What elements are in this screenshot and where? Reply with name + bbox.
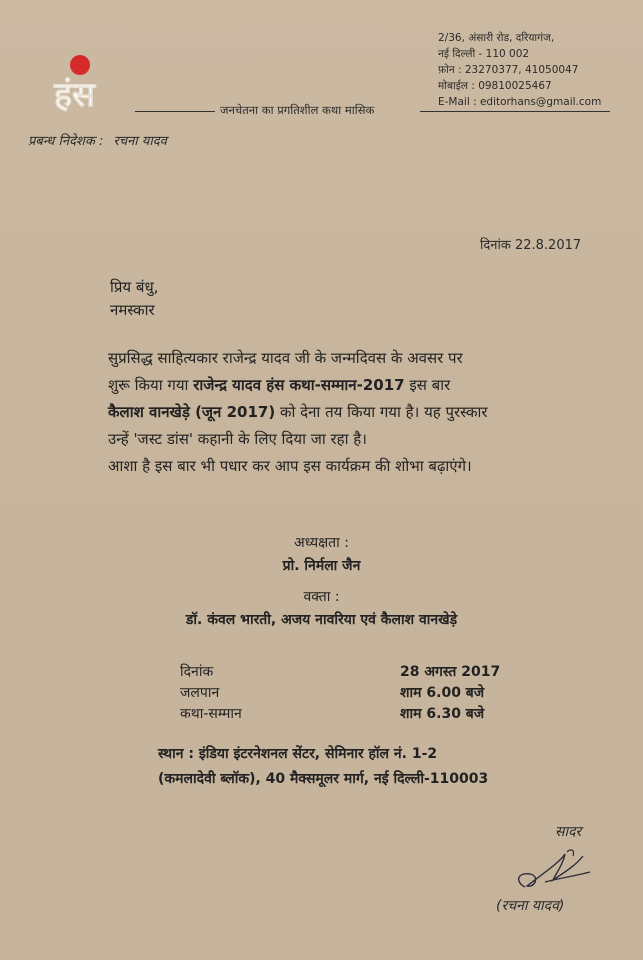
closing-regards: सादर bbox=[555, 824, 582, 840]
awardee-name: कैलाश वानखेड़े (जून 2017) bbox=[108, 403, 276, 421]
phone-line: फ़ोन : 23270377, 41050047 bbox=[438, 64, 579, 76]
logo-text: हंस bbox=[54, 75, 96, 114]
detail-value: 28 अगस्त 2017 bbox=[400, 664, 501, 680]
address-line: 2/36, अंसारी रोड, दरियागंज, bbox=[438, 32, 555, 44]
detail-key: जलपान bbox=[180, 685, 220, 701]
body-line: उन्हें 'जस्ट डांस' कहानी के लिए दिया जा रहा है। bbox=[108, 430, 367, 448]
speaker-label: वक्ता : bbox=[303, 589, 340, 605]
venue bbox=[158, 742, 488, 792]
letter-date: दिनांक 22.8.2017 bbox=[480, 238, 582, 253]
chair-label: अध्यक्षता : bbox=[294, 535, 349, 551]
managing-director bbox=[28, 131, 167, 149]
tagline-rule-right bbox=[420, 111, 610, 112]
director-name: रचना यादव bbox=[113, 134, 167, 149]
signature bbox=[505, 842, 600, 897]
detail-value: शाम 6.30 बजे bbox=[400, 706, 485, 722]
detail-row bbox=[180, 662, 500, 683]
event-details bbox=[180, 662, 500, 725]
greeting: प्रिय बंधु, bbox=[110, 278, 159, 296]
detail-row bbox=[180, 704, 500, 725]
body-line: सुप्रसिद्ध साहित्यकार राजेन्द्र यादव जी के जन्मदिवस के अवसर पर bbox=[108, 349, 463, 367]
tagline: जनचेतना का प्रगतिशील कथा मासिक bbox=[220, 103, 375, 117]
director-label: प्रबन्ध निदेशक : bbox=[28, 134, 104, 149]
detail-key: दिनांक bbox=[180, 664, 214, 680]
namaskar: नमस्कार bbox=[110, 301, 155, 319]
detail-row bbox=[180, 683, 500, 704]
detail-key: कथा-सम्मान bbox=[180, 706, 242, 722]
salutation bbox=[110, 276, 158, 322]
chair-name: प्रो. निर्मला जैन bbox=[282, 558, 361, 574]
detail-value: शाम 6.00 बजे bbox=[400, 685, 485, 701]
speakers: डॉ. कंवल भारती, अजय नावरिया एवं कैलाश वानखेड़े bbox=[185, 612, 458, 628]
body-line: शुरू किया गया राजेन्द्र यादव हंस कथा-सम्मान-2017 इस बार bbox=[108, 376, 451, 394]
signer-name: (रचना यादव) bbox=[496, 898, 565, 914]
tagline-rule-left bbox=[135, 111, 215, 112]
body-line: कैलाश वानखेड़े (जून 2017) को देना तय किया गया है। यह पुरस्कार bbox=[108, 403, 488, 421]
letter-body bbox=[108, 345, 608, 480]
body-line: आशा है इस बार भी पधार कर आप इस कार्यक्रम की शोभा बढ़ाएंगे। bbox=[108, 457, 472, 475]
email-line: E-Mail : editorhans@gmail.com bbox=[438, 96, 602, 108]
venue-line: (कमलादेवी ब्लॉक), 40 मैक्समूलर मार्ग, नई दिल्ली-110003 bbox=[158, 771, 489, 787]
award-name: राजेन्द्र यादव हंस कथा-सम्मान-2017 bbox=[193, 376, 405, 394]
address-line: नई दिल्ली - 110 002 bbox=[438, 48, 530, 60]
hans-logo bbox=[52, 70, 132, 114]
mobile-line: मोबाईल : 09810025467 bbox=[438, 80, 552, 92]
address-block bbox=[438, 30, 601, 110]
venue-line: स्थान : इंडिया इंटरनेशनल सेंटर, सेमिनार हॉल नं. 1-2 bbox=[158, 746, 438, 762]
